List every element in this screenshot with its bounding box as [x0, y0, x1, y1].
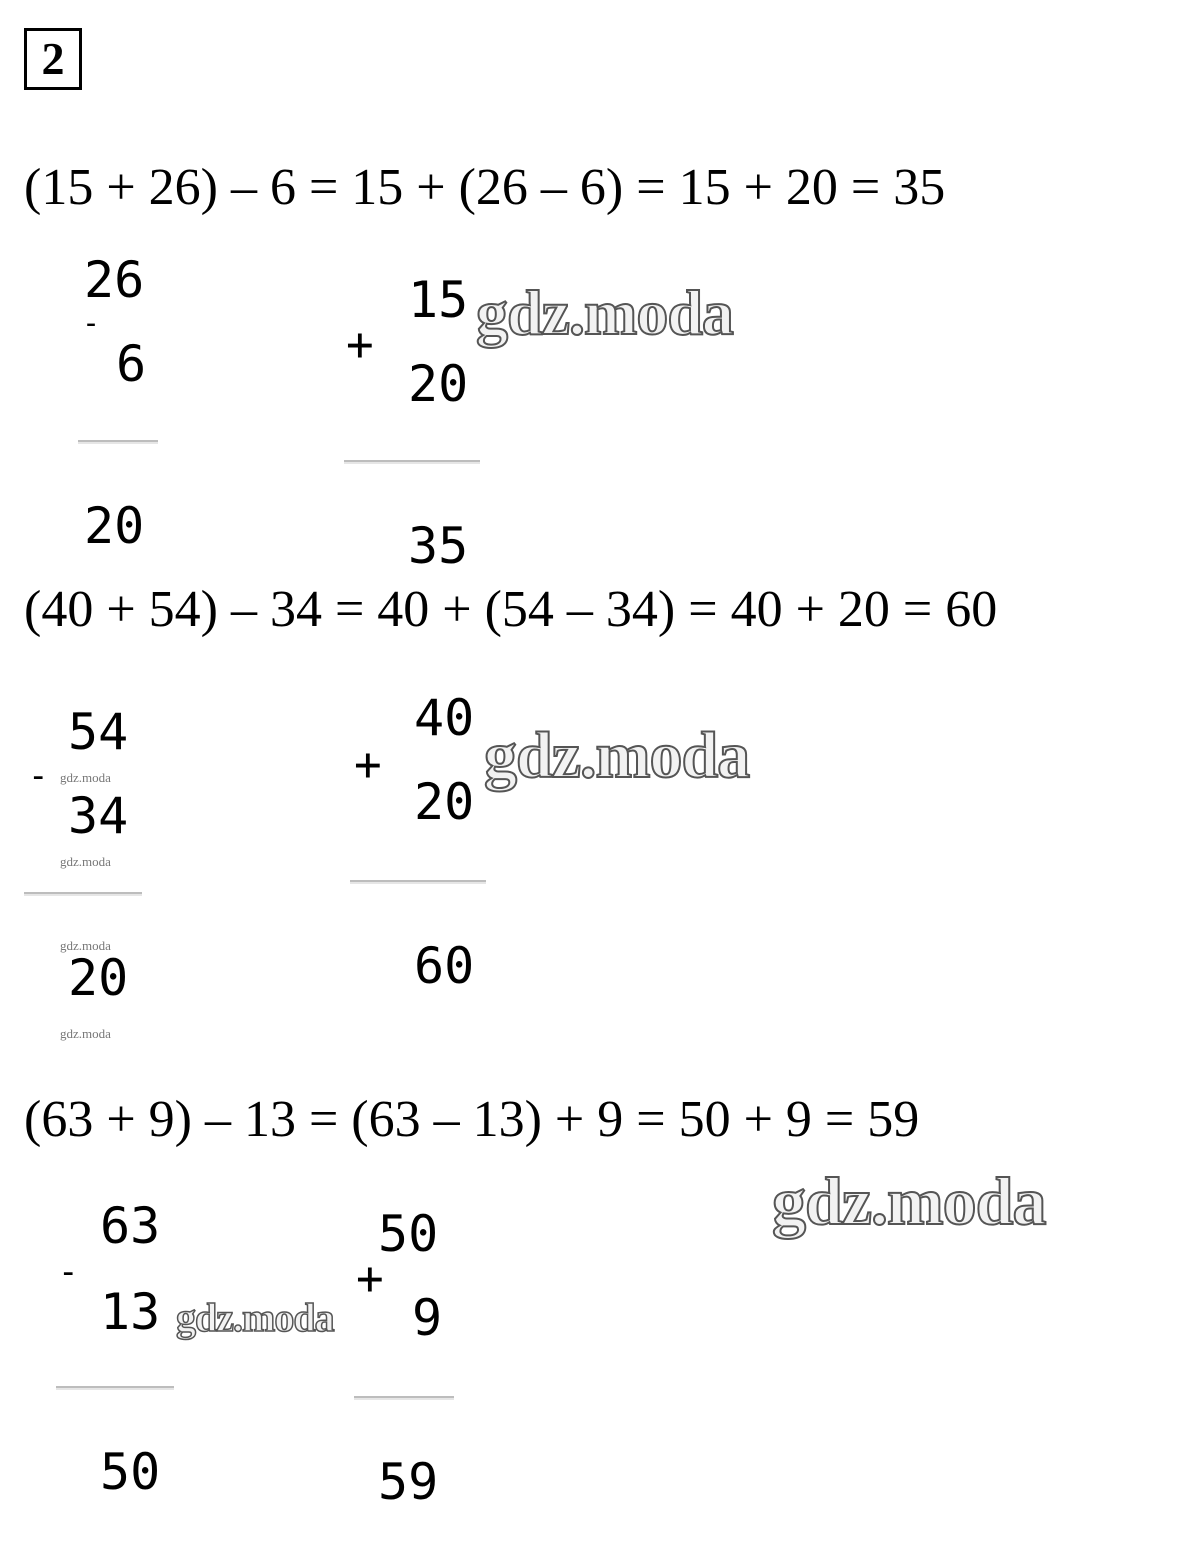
add-2-result: 60: [414, 937, 475, 995]
add-3-result: 59: [378, 1453, 439, 1511]
sub-1-rule: [78, 440, 158, 442]
watermark-3: gdz.moda: [772, 1163, 1046, 1239]
add-3-top: 50: [378, 1205, 439, 1263]
add-2-rule: [350, 880, 486, 882]
add-1-result: 35: [408, 517, 469, 575]
sub-3-result: 50: [100, 1443, 161, 1501]
add-2-bottom: 20: [414, 773, 475, 831]
watermark-small-2: gdz.moda: [60, 854, 111, 869]
sub-3-sign: -: [58, 1252, 79, 1292]
equation-2: (40 + 54) – 34 = 40 + (54 – 34) = 40 + 20 = 60: [24, 581, 998, 638]
add-1-bottom: 20: [408, 355, 469, 413]
sub-2-result: 20: [68, 949, 129, 1007]
equation-3: (63 + 9) – 13 = (63 – 13) + 9 = 50 + 9 = 59: [24, 1091, 920, 1148]
sub-2-rule: [24, 892, 142, 894]
add-1-sign: +: [346, 317, 374, 371]
watermark-small-4: gdz.moda: [60, 1026, 111, 1041]
add-3-bottom: 9: [412, 1289, 443, 1347]
watermark-4: gdz.moda: [176, 1295, 334, 1340]
add-2-top: 40: [414, 689, 475, 747]
sub-2-top: 54: [68, 703, 129, 761]
add-1-rule: [344, 460, 480, 462]
sub-1-bottom: 6: [116, 335, 147, 393]
add-3-rule: [354, 1396, 454, 1398]
task-number: 2: [24, 28, 82, 90]
equation-1: (15 + 26) – 6 = 15 + (26 – 6) = 15 + 20 = 35: [24, 159, 946, 216]
sub-3-rule: [56, 1386, 174, 1388]
add-2-sign: +: [354, 737, 382, 791]
watermark-small-1: gdz.moda: [60, 770, 111, 785]
sub-1-sign: -: [82, 306, 101, 341]
sub-2-sign: -: [28, 756, 49, 796]
add-1-top: 15: [408, 271, 469, 329]
watermark-small-3: gdz.moda: [60, 938, 111, 953]
add-3-sign: +: [356, 1251, 384, 1305]
watermark-1: gdz.moda: [476, 277, 733, 348]
sub-2-bottom: 34: [68, 787, 129, 845]
sub-1-result: 20: [84, 497, 145, 555]
sub-3-bottom: 13: [100, 1283, 161, 1341]
sub-1-top: 26: [84, 251, 145, 309]
watermark-2: gdz.moda: [484, 719, 750, 792]
sub-3-top: 63: [100, 1197, 161, 1255]
